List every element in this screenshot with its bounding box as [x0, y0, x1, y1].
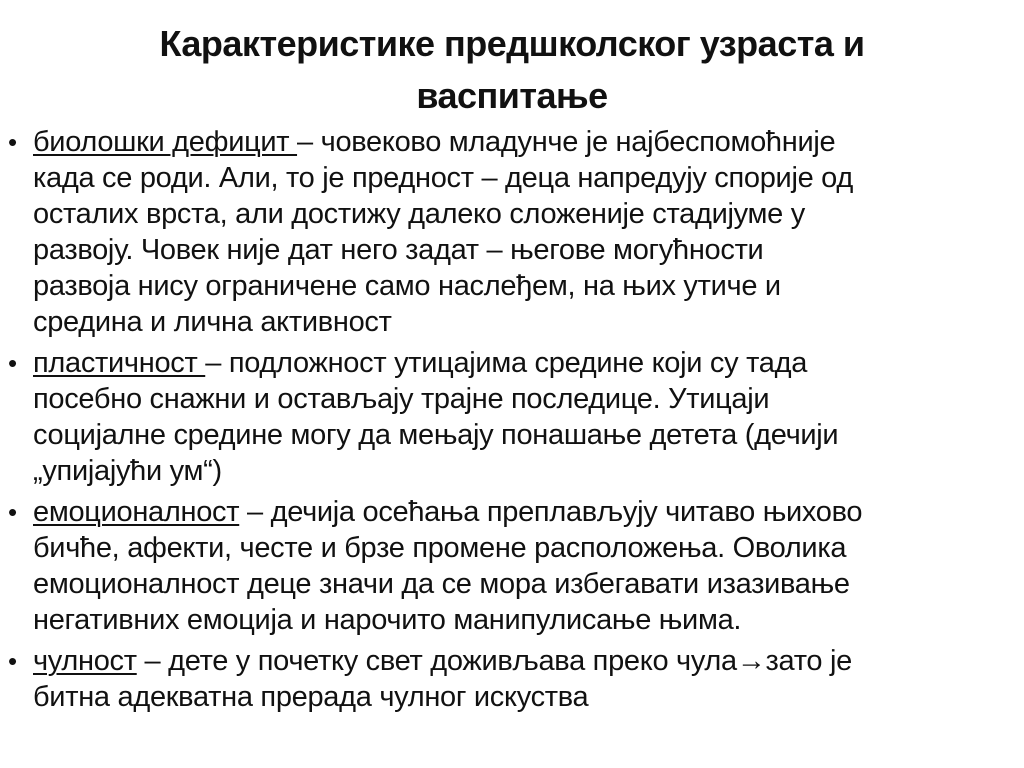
- bullet-item-emotionality: [0, 494, 1024, 638]
- bullet-item-plasticity: [0, 345, 1024, 489]
- bullet-line: када се роди. Али, то је предност – деца напредују спорије од: [33, 162, 853, 194]
- bullet-line: средина и лична активност: [33, 306, 392, 338]
- bullet-line: развоју. Човек није дат него задат – његове могућности: [33, 234, 764, 266]
- bullet-text: – дете у почетку свет доживљава преко чула→зато је: [136, 645, 852, 677]
- bullet-line: посебно снажни и остављају трајне последице. Утицаји: [33, 383, 770, 415]
- slide-title: [60, 18, 964, 122]
- bullet-term: чулност: [33, 645, 137, 677]
- bullet-item-sensuality: [0, 643, 1024, 715]
- slide-title-line-1: Карактеристике предшколског узраста и: [159, 23, 865, 64]
- bullet-term: пластичност: [33, 347, 206, 379]
- bullet-line: [33, 124, 1024, 160]
- bullet-text: – човеково младунче је најбеспомоћније: [297, 126, 836, 158]
- bullet-line: социјалне средине могу да мењају понашање детета (дечији: [33, 419, 839, 451]
- bullet-dot: •: [8, 127, 17, 157]
- bullet-line: битна адекватна прерада чулног искуства: [33, 681, 589, 713]
- bullet-line: осталих врста, али достижу далеко сложеније стадијуме у: [33, 198, 805, 230]
- bullet-item-biological-deficit: [0, 124, 1024, 340]
- bullet-line: [33, 345, 1024, 381]
- bullet-line: развоја нису ограничене само наслеђем, на њих утиче и: [33, 270, 781, 302]
- bullet-dot: •: [8, 497, 17, 527]
- bullet-line: [33, 494, 1024, 530]
- bullet-text: – подложност утицајима средине који су тада: [205, 347, 808, 379]
- bullet-text: – дечија осећања преплављују читаво њихово: [239, 496, 863, 528]
- bullet-line: емоционалност деце значи да се мора избегавати изазивање: [33, 568, 850, 600]
- bullet-line: [33, 643, 1024, 679]
- bullet-line: „упијајући ум“): [33, 455, 222, 487]
- bullet-line: бичће, афекти, честе и брзе промене расположења. Оволика: [33, 532, 847, 564]
- bullet-line: негативних емоција и нарочито манипулисање њима.: [33, 604, 742, 636]
- bullet-term: емоционалност: [33, 496, 240, 528]
- bullet-list: [0, 124, 1024, 720]
- slide-title-line-2: васпитање: [416, 75, 608, 116]
- bullet-dot: •: [8, 348, 17, 378]
- bullet-dot: •: [8, 646, 17, 676]
- bullet-term: биолошки дефицит: [33, 126, 298, 158]
